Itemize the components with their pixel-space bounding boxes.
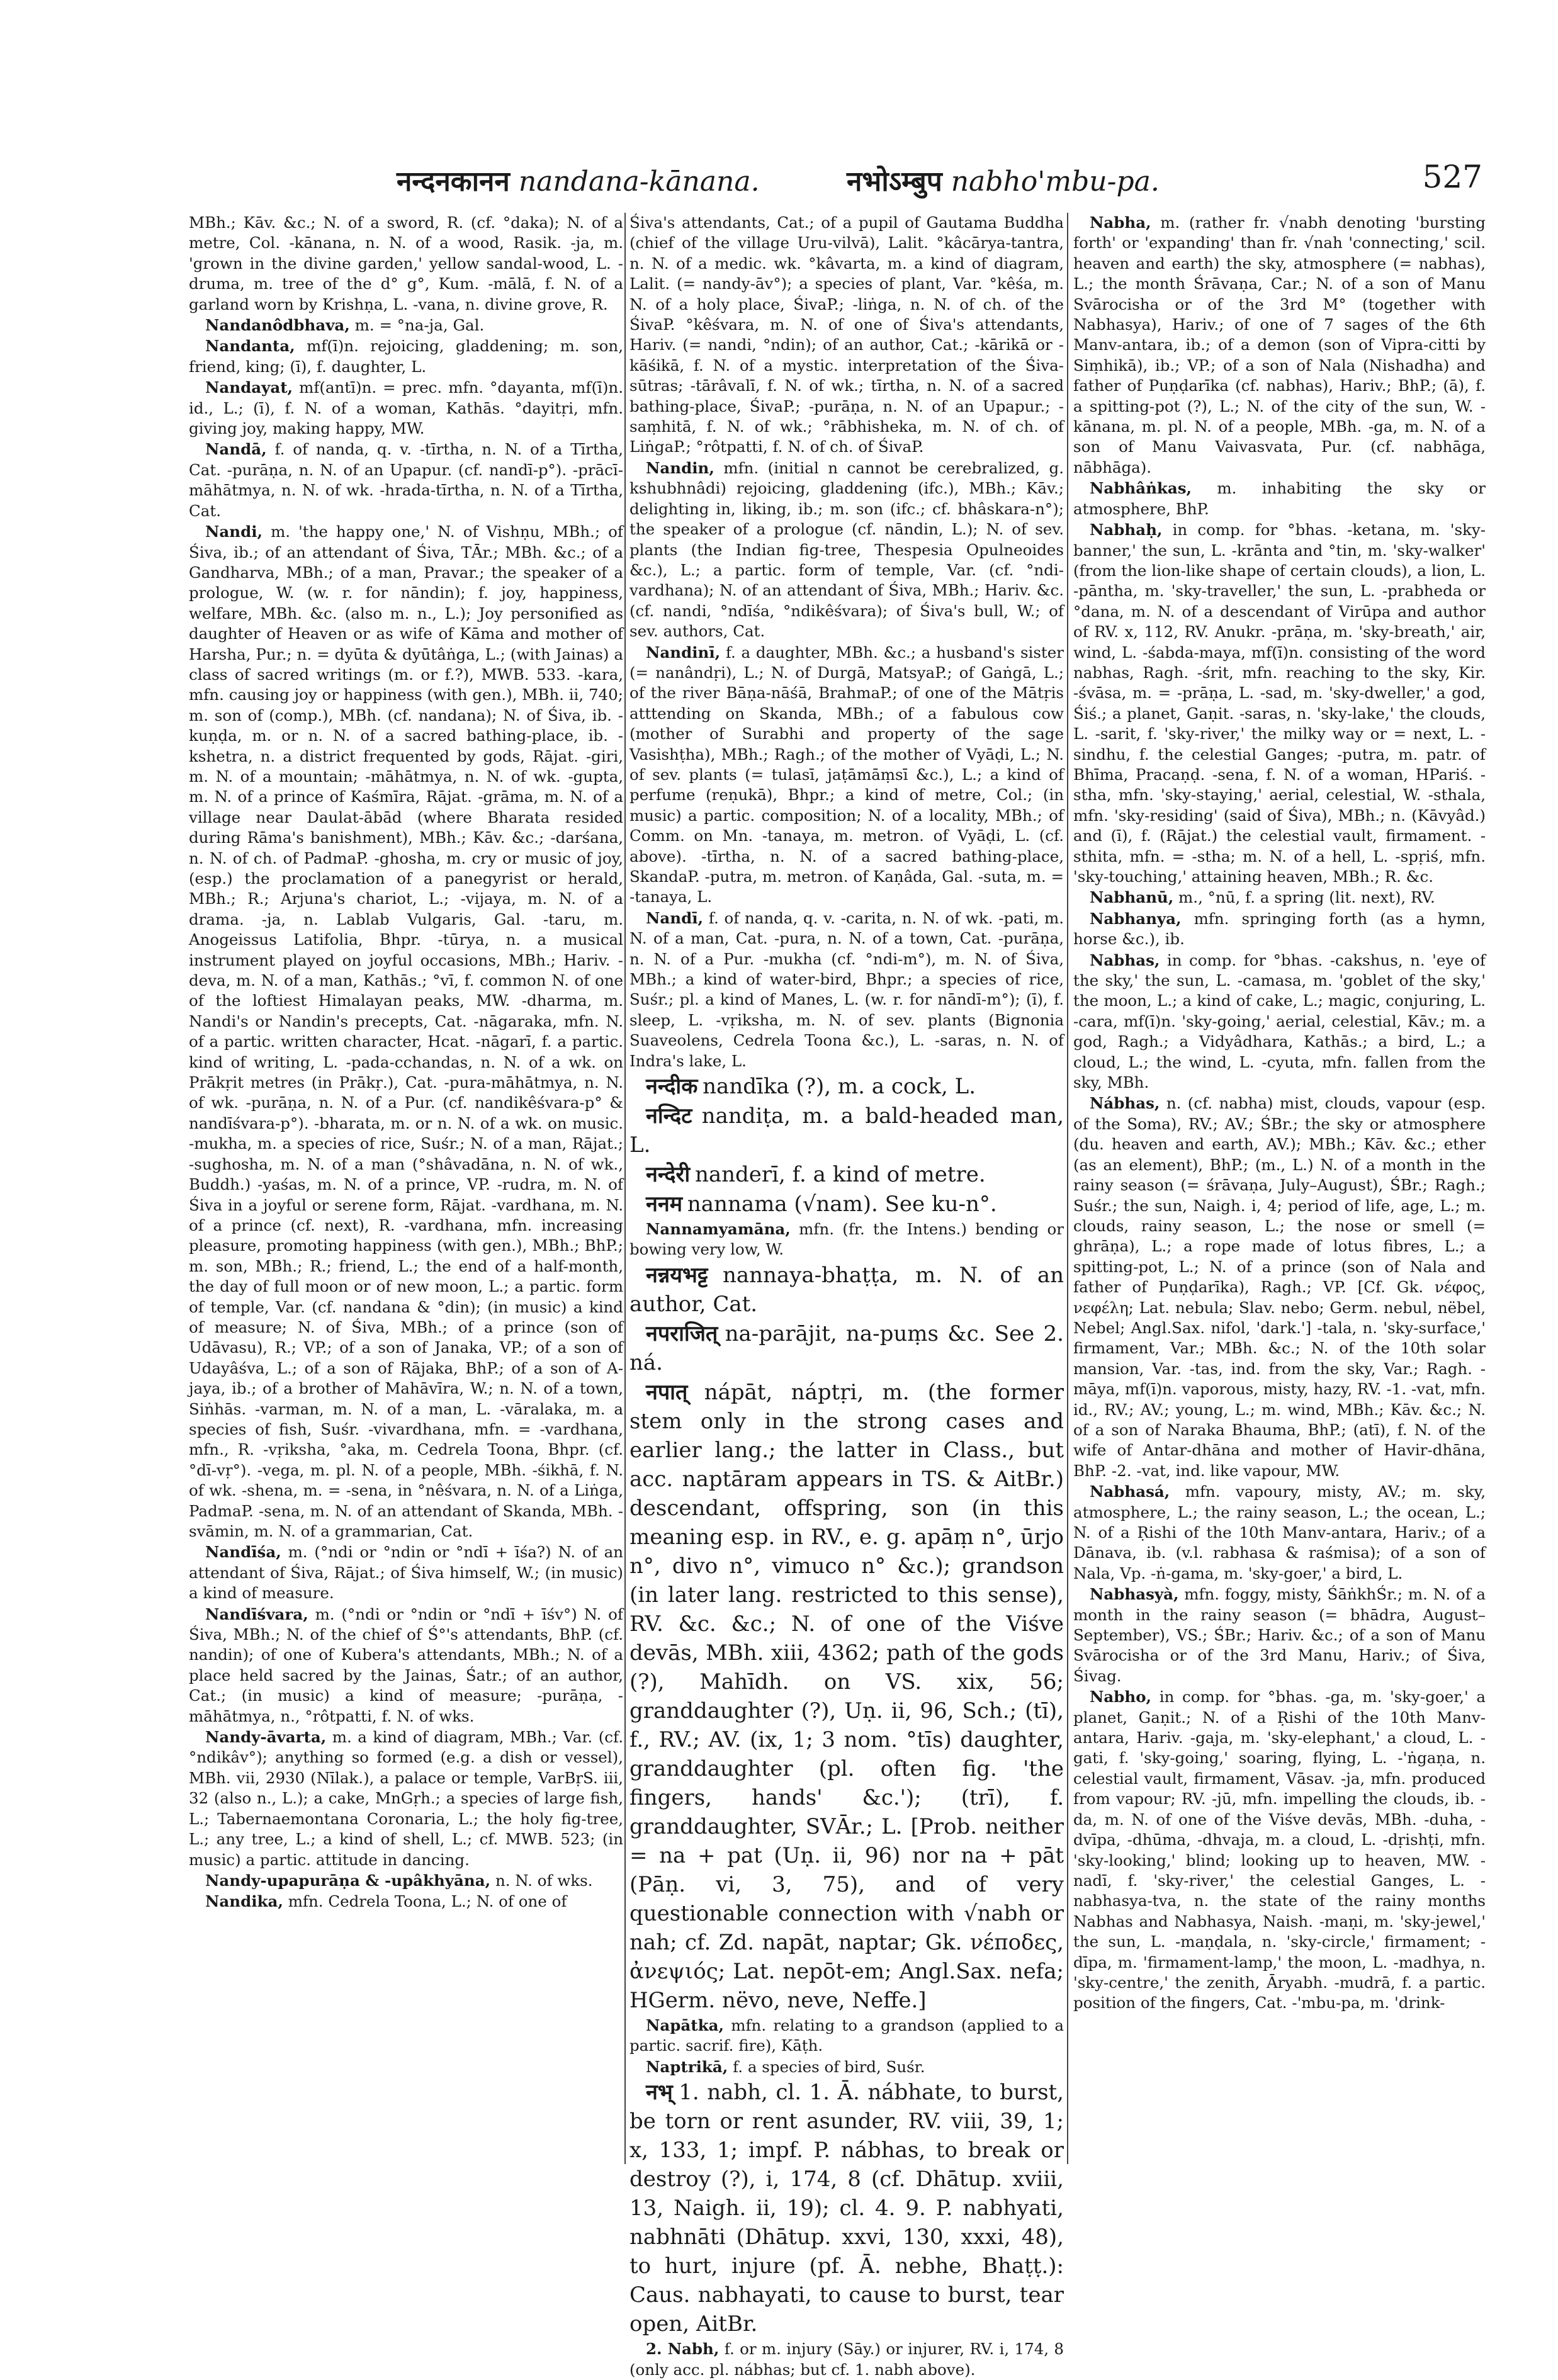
entry-text: nanderī, f. a kind of metre. <box>694 1162 986 1188</box>
entry-headword: Nabhaḥ, <box>1090 521 1163 539</box>
entry-devanagari-headword: नन्दीक <box>646 1074 698 1100</box>
dictionary-entry <box>1073 1482 1486 1584</box>
entry-text: mf(antī)n. = prec. mfn. °dayanta, mf(ī)n. id., L.; (ī), f. N. of a woman, Kathās. °dayitṛi, mfn. giving joy, making happy, MW. <box>189 378 623 438</box>
dictionary-entry <box>629 2339 1064 2380</box>
entry-text: m. = °na-ja, Gal. <box>354 316 485 335</box>
dictionary-entry <box>189 378 623 439</box>
entry-text: nandīka (?), m. a cock, L. <box>703 1074 976 1100</box>
entry-headword: Nandy-āvarta, <box>205 1728 327 1747</box>
dictionary-entry <box>189 1605 623 1727</box>
entry-text: in comp. for °bhas. -cakshus, n. 'eye of the sky,' the sun, L. -camasa, m. 'goblet of the sky,' the moon, L.; a kind of cake, L.; magic, conjuring, L. -cara, mf(ī)n. 'sky-going,' aerial, celestial, Kāv.; m. a god, Ragh.; a Vidyâdhara, Kathās.; a bird, L.; a cloud, L.; the wind, L. -cyuta, mfn. fallen from the sky, MBh. <box>1073 950 1486 1092</box>
dictionary-entry <box>1073 1687 1486 2014</box>
dictionary-entry <box>189 1871 623 1891</box>
entry-text: m. (°ndi or °ndin or °ndī + īśv°) N. of Śiva, MBh.; N. of the chief of Ś°'s attendants, BhP. (cf. nandin); of one of Kubera's attendants, MBh.; N. of a place held sacred by the Jainas, Śatr.; of an author, Cat.; (in music) a kind of measure; -purāṇa, -māhātmya, n., °rôtpatti, f. N. of wks. <box>189 1605 623 1725</box>
entry-text: in comp. for °bhas. -ga, m. 'sky-goer,' a planet, Gaṇit.; N. of a Ṛishi of the 10th Manv-antara, Hariv. -gaja, m. 'sky-elephant,' a cloud, L. -gati, f. 'sky-going,' soaring, flying, L. -'ṅgaṇa, n. celestial vault, firmament, Vāsav. -ja, mfn. produced from vapour; RV. -jū, mfn. impelling the clouds, ib. -da, m. N. of one of the Viśve devās, MBh. -duha, -dvīpa, -dhūma, -dhvaja, m. a cloud, L. -dṛishṭi, mfn. 'sky-looking,' blind; looking up to heaven, MW. -nadī, f. 'sky-river,' the celestial Ganges, L. -nabhasya-tva, n. the state of the rainy months Nabhas and Nabhasya, Naish. -maṇi, m. 'sky-jewel,' the sun, L. -maṇḍala, n. 'sky-circle,' firmament; -dīpa, m. 'firmament-lamp,' the moon, L. -madhya, n. 'sky-centre,' the zenith, Āryabh. -mudrā, f. a partic. position of the fingers, Cat. -'mbu-pa, m. 'drink- <box>1073 1688 1486 2012</box>
entry-devanagari-headword: नन्दिट <box>646 1103 692 1129</box>
dictionary-entry <box>629 1102 1064 1159</box>
entry-text: m. 'the happy one,' N. of Vishṇu, MBh.; of Śiva, ib.; of an attendant of Śiva, TĀr.; MBh. &c.; of a Gandharva, MBh.; of a man, Pravar.; the speaker of a prologue, W. (w. r. for nāndin); f. joy, happiness, welfare, MBh. &c. (also m. n., L.); Joy personified as daughter of Heaven or as wife of Kāma and mother of Harsha, Pur.; n. = dyūta & dyūtâṅga, L.; (with Jainas) a class of sacred writings (m. or f.?), MWB. 533. -kara, mfn. causing joy or happiness (with gen.), MBh. ii, 740; m. son of (comp.), MBh. (cf. nandana); N. of Śiva, ib. -kuṇḍa, m. or n. N. of a sacred bathing-place, ib. -kshetra, n. a district frequented by gods, Rājat. -giri, m. N. of a mountain; -māhātmya, n. N. of wk. -gupta, m. N. of a prince of Kaśmīra, Rājat. -grāma, m. N. of a village near Daulat-ābād (where Bharata resided during Rāma's banishment), MBh.; Kāv. &c.; -darśana, n. N. of ch. of PadmaP. -ghosha, m. cry or music of joy, (esp.) the proclamation of a panegyrist or herald, MBh.; R.; Arjuna's chariot, L.; -vijaya, m. N. of a drama. -ja, n. Lablab Vulgaris, Gal. -taru, m. Anogeissus Latifolia, Bhpr. -tūrya, n. a musical instrument played on joyful occasions, MBh.; Hariv. -deva, m. N. of a man, Kathās.; °vī, f. common N. of one of the loftiest Himalayan peaks, MW. -dharma, m. Nandi's or Nandin's precepts, Cat. -nāgaraka, mfn. N. of a partic. written character, Hcat. -nāgarī, f. a partic. kind of writing, L. -pada-cchandas, n. N. of a wk. on Prākṛit metres (in Prākṛ.), Cat. -pura-māhātmya, n. N. of wk. -purāṇa, n. N. of a Pur. (cf. nandikêśvara-p° & nandīśvara-p°). -bharata, m. or n. N. of a wk. on music. -mukha, m. a species of rice, Suśr.; N. of a man, Rājat.; -sughosha, m. N. of a man (°shâvadāna, n. N. of wk., Buddh.) -yaśas, m. N. of a prince, VP. -rudra, m. N. of Śiva in a joyful or serene form, Rājat. -vardhana, m. N. of a prince (cf. next), R. -vardhana, mfn. increasing pleasure, promoting happiness (with gen.), MBh.; BhP.; m. son, MBh.; R.; friend, L.; the end of a half-month, the day of full moon or of new moon, L.; a partic. form of temple, Var. (cf. nandana & °din); (in music) a kind of measure; N. of Śiva, MBh.; of a prince (son of Udāvasu), R.; VP.; of a son of Janaka, VP.; of a son of Udayâśva, L.; of a son of Rājaka, BhP.; of a son of A-jaya, ib.; of a brother of Mahāvīra, W.; n. N. of a town, Siṅhās. -varman, m. N. of a man, L. -vāralaka, m. a species of fish, Suśr. -vivardhana, mfn. = -vardhana, mfn., R. -vṛiksha, °aka, m. Cedrela Toona, Bhpr. (cf. °dī-vṛ°). -vega, m. pl. N. of a people, MBh. -śikhā, f. N. of wk. -shena, m. = -sena, in °nêśvara, n. N. of a Liṅga, PadmaP. -sena, m. N. of an attendant of Skanda, MBh. -svāmin, m. N. of a grammarian, Cat. <box>189 522 624 1540</box>
entry-headword: Nábhas, <box>1090 1094 1160 1113</box>
entry-headword: Nabhasá, <box>1090 1482 1170 1501</box>
dictionary-entry <box>629 458 1064 642</box>
entry-text: mfn. Cedrela Toona, L.; N. of one of <box>288 1892 567 1911</box>
entry-text: 1. nabh, cl. 1. Ā. nábhate, to burst, be torn or rent asunder, RV. viii, 39, 1; x, 133, 1; impf. P. nábhas, to break or destroy (?), i, 174, 8 (cf. Dhātup. xviii, 13, Naigh. ii, 19); cl. 4. 9. P. nabhyati, nabhnāti (Dhātup. xxvi, 130, xxxi, 48), to hurt, injure (pf. Ā. nebhe, Bhaṭṭ.): Caus. nabhayati, to cause to burst, tear open, AitBr. <box>629 2080 1064 2337</box>
dictionary-entry <box>629 643 1064 908</box>
entry-text: f. of nanda, q. v. -tīrtha, n. N. of a Tīrtha, Cat. -purāṇa, n. N. of an Upapur. (cf. nandī-p°). -prācī-māhātmya, n. N. of wk. -hrada-tīrtha, n. N. of a Tīrtha, Cat. <box>189 440 623 520</box>
dictionary-entry <box>629 908 1064 1071</box>
entry-headword: Nandinī, <box>646 643 721 662</box>
column-rule <box>624 213 626 2164</box>
dictionary-entry <box>1073 888 1486 908</box>
header-left-devanagari: नन्दनकानन <box>397 166 510 198</box>
entry-text: m., °nū, f. a spring (lit. next), RV. <box>1178 888 1435 907</box>
entry-headword: Nandī, <box>646 908 704 927</box>
entry-text: mfn. relating to a grandson (applied to a partic. sacrif. fire), Kāṭh. <box>629 2016 1064 2055</box>
dictionary-entry <box>189 213 623 315</box>
dictionary-entry <box>189 439 623 521</box>
entry-headword: Nandīśa, <box>205 1543 281 1562</box>
entry-text: MBh.; Kāv. &c.; N. of a sword, R. (cf. °daka); N. of a metre, Col. -kānana, n. N. of a wood, Rasik. -ja, m. 'grown in the divine garden,' yellow sandal-wood, L. -druma, m. tree of the d° g°, Kum. -mālā, f. N. of a garland worn by Krishṇa, L. -vana, n. divine grove, R. <box>189 213 623 313</box>
dictionary-entry <box>629 2057 1064 2077</box>
entry-text: nápāt, náptṛi, m. (the former stem only in the strong cases and earlier lang.; the latter in Class., but acc. naptāram appears in TS. & AitBr.) descendant, offspring, son (in this meaning esp. in RV., e. g. apāṃ n°, ūrjo n°, divo n°, vimuco n° &c.); grandson (in later lang. restricted to this sense), RV. &c. &c.; N. of one of the Viśve devās, MBh. xiii, 4362; path of the gods (?), Mahīdh. on VS. xix, 56; granddaughter (?), Uṇ. ii, 96, Sch.; (tī), f., RV.; AV. (ix, 1; 3 nom. °tīs) daughter, granddaughter (pl. often fig. 'the fingers, hands' &c.'); (trī), f. granddaughter, SVĀr.; L. [Prob. neither = na + pat (Uṇ. ii, 96) nor na + pāt (Pāṇ. vi, 3, 75), and of very questionable connection with √nabh or nah; cf. Zd. napāt, naptar; Gk. νέποδες, ἀνεψιός; Lat. nepōt-em; Angl.Sax. nefa; HGerm. nëvo, neve, Neffe.] <box>629 1379 1064 2013</box>
entry-headword: Nandin, <box>646 458 714 477</box>
dictionary-entry <box>189 315 623 336</box>
header-middle <box>847 161 1160 199</box>
entry-headword: 2. Nabh, <box>646 2340 720 2359</box>
dictionary-entry <box>629 1160 1064 1189</box>
entry-text: mfn. springing forth (as a hymn, horse &c.), ib. <box>1073 909 1486 949</box>
page-number: 527 <box>1422 159 1482 195</box>
entry-headword: Napātka, <box>646 2016 724 2034</box>
entry-devanagari-headword: नभ् <box>646 2080 673 2106</box>
entry-headword: Nabho, <box>1090 1688 1152 1706</box>
entry-text: mfn. (initial n cannot be cerebralized, g. kshubhnâdi) rejoicing, gladdening (ifc.), MBh.; Kāv.; delighting in, liking, ib.; m. son (ifc.; cf. bhâskara-n°); the speaker of a prologue (cf. nāndin, L.); N. of sev. plants (the Indian fig-tree, Thespesia Opulneoides &c.), L.; a partic. form of temple, Var. (cf. °ndi-vardhana); N. of an attendant of Śiva, MBh.; Hariv. &c. (cf. nandi, °ndīśa, °ndikêśvara); of Śiva's bull, W.; of sev. authors, Cat. <box>629 458 1064 641</box>
entry-devanagari-headword: नपराजित् <box>646 1321 718 1346</box>
entry-devanagari-headword: नपात् <box>646 1379 688 1405</box>
dictionary-entry <box>1073 520 1486 887</box>
entry-headword: Nabhanū, <box>1090 888 1174 907</box>
entry-headword: Nabhâṅkas, <box>1090 479 1192 498</box>
entry-devanagari-headword: नन्देरी <box>646 1162 691 1188</box>
entry-text: mfn. foggy, misty, ŚāṅkhŚr.; m. N. of a month in the rainy season (= bhādra, August–September), VS.; ŚBr.; Hariv. &c.; of a son of Manu Svārocisha or of the 3rd Manu, Hariv.; of Śiva, Śivag. <box>1073 1585 1486 1685</box>
entry-text: f. a species of bird, Suśr. <box>733 2057 925 2076</box>
dictionary-entry <box>189 1542 623 1603</box>
dictionary-entry <box>1073 950 1486 1093</box>
entry-headword: Nabhanya, <box>1090 909 1182 928</box>
dictionary-entry <box>189 1727 623 1870</box>
entry-headword: Nandika, <box>205 1892 283 1911</box>
entry-headword: Nabhasyà, <box>1090 1585 1179 1604</box>
dictionary-entry <box>629 2078 1064 2338</box>
entry-text: m. a kind of diagram, MBh.; Var. (cf. °ndikâv°); anything so formed (e.g. a dish or vessel), MBh. vii, 2930 (Nīlak.), a palace or temple, VarBṛS. iii, 32 (also n., L.); a cake, MnGṛh.; a species of large fish, L.; Tabernaemontana Coronaria, L.; the holy fig-tree, L.; any tree, L.; a kind of shell, L.; cf. MWB. 523; (in music) a partic. attitude in dancing. <box>189 1728 623 1869</box>
header-left <box>397 161 760 199</box>
entry-text: mfn. vapoury, misty, AV.; m. sky, atmosphere, L.; the rainy season, L.; the ocean, L.; N. of a Ṛishi of the 10th Manv-antara, Hariv.; of a Dānava, ib. (v.l. rabhasa & raśmisa); of a son of Nala, Vp. -ṅ-gama, m. 'sky-goer,' a bird, L. <box>1073 1482 1486 1582</box>
entry-text: na-parājit, na-puṃs &c. See 2. ná. <box>629 1321 1064 1375</box>
entry-text: mfn. (fr. the Intens.) bending or bowing very low, W. <box>629 1220 1064 1259</box>
dictionary-entry <box>1073 478 1486 519</box>
entry-text: f. a daughter, MBh. &c.; a husband's sister (= nanândṛi), L.; N. of Durgā, MatsyaP.; of Gaṅgā, L.; of the river Bāṇa-nāśā, BrahmaP.; of one of the Mātṛis atttending on Skanda, MBh.; of a fabulous cow (mother of Surabhi and property of the sage Vasishṭha), MBh.; Ragh.; of the mother of Vyāḍi, L.; N. of sev. plants (= tulasī, jaṭāmāṃsī &c.), L.; a kind of perfume (reṇukā), Bhpr.; a kind of metre, Col.; (in music) a partic. composition; N. of a locality, MBh.; of Comm. on Mn. -tanaya, m. metron. of Vyāḍi, L. (cf. above). -tīrtha, n. N. of a sacred bathing-place, SkandaP. -putra, m. metron. of Kaṇâda, Gal. -suta, m. = -tanaya, L. <box>629 643 1064 906</box>
entry-text: n. (cf. nabha) mist, clouds, vapour (esp. of the Soma), RV.; AV.; ŚBr.; the sky or atmosphere (du. heaven and earth, AV.); MBh.; Kāv. &c.; ether (as an element), BhP.; (m., L.) N. of a month in the rainy season (= śrāvaṇa, July–August), ŚBr.; Ragh.; Suśr.; the sun, Naigh. i, 4; period of life, age, L.; m. clouds, rainy season, L.; the nose or smell (= ghrāṇa), L.; a rope made of lotus fibres, L.; a spitting-pot, L.; N. of a prince (son of Nala and father of Puṇḍarīka), Ragh.; VP. [Cf. Gk. νέφος, νεφέλη; Lat. nebula; Slav. nebo; Germ. nebul, nëbel, Nebel; Angl.Sax. nifol, 'dark.'] -tala, n. 'sky-surface,' firmament, Var.; MBh. &c.; N. of the 10th solar mansion, Var. -tas, ind. from the sky, Var.; Ragh. -māya, mf(ī)n. vaporous, misty, hazy, RV. -1. -vat, mfn. id., RV.; AV.; young, L.; m. wind, MBh.; Kāv. &c.; N. of a son of Naraka Bhauma, BhP.; (atī), f. N. of the wife of Antar-dhāna and mother of Havir-dhāna, BhP. -2. -vat, ind. like vapour, MW. <box>1073 1094 1486 1480</box>
entry-text: m. inhabiting the sky or atmosphere, BhP. <box>1073 479 1486 518</box>
entry-headword: Naptrikā, <box>646 2057 728 2076</box>
entry-text: mf(ī)n. rejoicing, gladdening; m. son, friend, king; (ī), f. daughter, L. <box>189 337 624 376</box>
dictionary-entry <box>629 213 1064 458</box>
entry-text: nannama (√nam). See ku-n°. <box>687 1192 997 1217</box>
entry-headword: Nandā, <box>205 440 267 459</box>
dictionary-entry <box>629 1378 1064 2015</box>
entry-text: nandiṭa, m. a bald-headed man, L. <box>629 1103 1064 1158</box>
entry-headword: Nannamyamāna, <box>646 1220 791 1239</box>
entry-headword: Nandayat, <box>205 378 293 397</box>
entry-headword: Nabha, <box>1090 213 1151 232</box>
dictionary-entry <box>189 1892 623 1912</box>
column-middle <box>629 213 1064 2379</box>
column-right <box>1073 213 1486 2170</box>
entry-text: f. of nanda, q. v. -carita, n. N. of wk. -pati, m. N. of a man, Cat. -pura, n. N. of a town, Cat. -purāṇa, n. N. of a Pur. -mukha (cf. °ndi-m°), m. N. of Śiva, MBh.; a kind of water-bird, Bhpr.; a species of rice, Suśr.; pl. a kind of Manes, L. (w. r. for nāndī-m°); (ī), f. sleep, L. -vṛiksha, m. N. of sev. plants (Bignonia Suaveolens, Cedrela Toona &c.), L. -saras, n. N. of Indra's lake, L. <box>629 908 1064 1070</box>
dictionary-entry <box>629 2016 1064 2056</box>
column-rule <box>1067 213 1068 2164</box>
dictionary-entry <box>629 1319 1064 1377</box>
dictionary-entry <box>1073 909 1486 950</box>
entry-headword: Nandanta, <box>205 337 295 356</box>
entry-text: n. N. of wks. <box>495 1871 593 1890</box>
dictionary-entry <box>189 522 623 1542</box>
dictionary-entry <box>629 1261 1064 1319</box>
entry-devanagari-headword: नन्नयभट्ट <box>646 1262 708 1288</box>
dictionary-entry <box>629 1219 1064 1260</box>
entry-text: Śiva's attendants, Cat.; of a pupil of Gautama Buddha (chief of the village Uru-vilvā), Lalit. °kâcārya-tantra, n. N. of a medic. wk. °kâvarta, m. a kind of diagram, Lalit. (= nandy-āv°); a species of plant, Var. °kêśa, m. N. of a holy place, ŚivaP.; -liṅga, n. N. of ch. of the ŚivaP. °kêśvara, m. N. of one of Śiva's attendants, Hariv. (= nandi, °ndin); of an author, Cat.; -kārikā or -kāśikā, f. N. of a mystic. interpretation of the Śiva-sūtras; -tārâvalī, f. N. of wk.; tīrtha, n. N. of a sacred bathing-place, ŚivaP.; -purāṇa, n. N. of an Upapur.; -saṃhitā, f. N. of wk.; °rābhisheka, m. N. of ch. of LiṅgaP.; °rôtpatti, f. N. of ch. of ŚivaP. <box>629 213 1064 456</box>
header-mid-devanagari: नभोऽम्बुप <box>847 166 942 198</box>
entry-text: nannaya-bhaṭṭa, m. N. of an author, Cat. <box>629 1262 1064 1317</box>
entry-headword: Nandi, <box>205 522 263 541</box>
dictionary-entry <box>1073 213 1486 478</box>
dictionary-entry <box>1073 1584 1486 1686</box>
entry-headword: Nandanôdbhava, <box>205 316 350 335</box>
column-left <box>189 213 623 2170</box>
entry-headword: Nandy-upapurāṇa & -upâkhyāna, <box>205 1871 491 1890</box>
header-left-roman: nandana-kānana. <box>518 166 760 198</box>
entry-headword: Nabhas, <box>1090 950 1160 969</box>
page-header <box>189 156 1482 206</box>
entry-text: m. (rather fr. √nabh denoting 'bursting forth' or 'expanding' than fr. √nah 'connecting,' scil. heaven and earth) the sky, atmosphere (= nabhas), L.; the month Śrāvaṇa, Car.; N. of a son of Manu Svārocisha or of the 3rd M° (together with Nabhasya), Hariv.; of one of 7 sages of the 6th Manv-antara, ib.; of a demon (son of Vipra-citti by Siṃhikā), ib.; VP.; of a son of Nala (Nishadha) and father of Puṇḍarīka (cf. nabhas), Hariv.; BhP.; (ā), f. a spitting-pot (?), L.; N. of the city of the sun, W. -kānana, m. pl. N. of a people, MBh. -ga, m. N. of a son of Manu Vaivasvata, Pur. (cf. nabhāga, nābhāga). <box>1073 213 1486 477</box>
dictionary-entry <box>629 1190 1064 1219</box>
dictionary-entry <box>629 1072 1064 1101</box>
dictionary-entry <box>189 336 623 377</box>
entry-headword: Nandīśvara, <box>205 1605 308 1623</box>
entry-text: m. (°ndi or °ndin or °ndī + īśa?) N. of an attendant of Śiva, Rājat.; of Śiva himself, W.; (in music) a kind of measure. <box>189 1543 623 1603</box>
header-mid-roman: nabho'mbu-pa. <box>951 166 1160 198</box>
entry-devanagari-headword: ननम <box>646 1192 683 1217</box>
dictionary-entry <box>1073 1093 1486 1481</box>
entry-text: f. or m. injury (Sāy.) or injurer, RV. i, 174, 8 (only acc. pl. nábhas; but cf. 1. nabh above). <box>629 2340 1064 2379</box>
entry-text: in comp. for °bhas. -ketana, m. 'sky-banner,' the sun, L. -krānta and °tin, m. 'sky-walker' (from the lion-like shape of certain clouds), a lion, L. -pāntha, m. 'sky-traveller,' the sun, L. -prabheda or °dana, m. N. of a descendant of Virūpa and author of RV. x, 112, RV. Anukr. -prāṇa, m. 'sky-breath,' air, wind, L. -śabda-maya, mf(ī)n. consisting of the word nabhas, Ragh. -śrit, mfn. reaching to the sky, Kir. -śvāsa, m. = -prāṇa, L. -sad, m. 'sky-dweller,' a god, Śiś.; a planet, Gaṇit. -saras, n. 'sky-lake,' the clouds, L. -sarit, f. 'sky-river,' the milky way or = next, L. -sindhu, f. the celestial Ganges; -putra, m. patr. of Bhīma, Pracaṇḍ. -sena, f. N. of a woman, HPariś. -stha, mfn. 'sky-staying,' aerial, celestial, W. -sthala, mfn. 'sky-residing' (said of Śiva), MBh.; n. (Kāvyâd.) and (ī), f. (Rājat.) the celestial vault, firmament. -sthita, mfn. = -stha; m. N. of a hell, L. -spṛiś, mfn. 'sky-touching,' attaining heaven, MBh.; R. &c. <box>1073 521 1486 886</box>
